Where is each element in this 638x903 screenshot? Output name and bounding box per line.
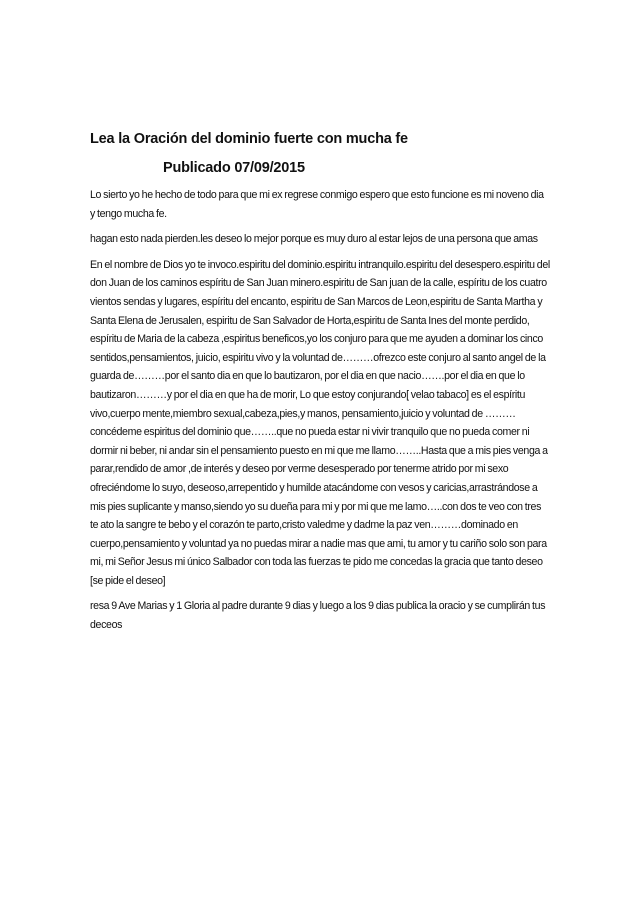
paragraph-advice: hagan esto nada pierden.les deseo lo mejor porque es muy duro al estar lejos de una persona que amas [90, 233, 538, 246]
publish-date: Publicado 07/09/2015 [163, 160, 305, 176]
document-title: Lea la Oración del dominio fuerte con mucha fe [90, 131, 408, 147]
paragraph-instructions: resa 9 Ave Marias y 1 Gloria al padre durante 9 dias y luego a los 9 dias publica la oracio y se cumplirán tus deceos [90, 600, 546, 632]
paragraph-intro: Lo sierto yo he hecho de todo para que mi ex regrese conmigo espero que esto funcione es mi noveno dia y tengo mucha fe. [90, 189, 544, 220]
document-body [90, 130, 550, 635]
paragraph-prayer: En el nombre de Dios yo te invoco.espiritu del dominio.espiritu intranquilo.espiritu del desespero.espiritu del don Juan de los caminos espíritu de San Juan minero.espiritu de San juan de la calle, espíritu de los cuatro vientos sendas y lugares, espíritu del encanto, espiritu de San Marcos de Leon,espiritu de Santa Martha y Santa Elena de Jerusalen, espiritu de San Salvador de Horta,espiritu de Santa Ines del monte perdido, espíritu de Maria de la cabeza ,espiritus beneficos,yo los conjuro para que me ayuden a dominar los cinco sentidos,pensamientos, juicio, espiritu vivo y la voluntad de………ofrezco este conjuro al santo angel de la guarda de………por el santo dia en que lo bautizaron, por el dia en que nacio…….por el dia en que lo bautizaron………y por el dia en que ha de morir, Lo que estoy conjurando[ velao tabaco] es el espíritu vivo,cuerpo mente,miembro sexual,cabeza,pies,y manos, pensamiento,juicio y voluntad de ………concédeme espiritus del dominio que……..que no pueda estar ni vivir tranquilo que no pueda comer ni dormir ni beber, ni andar sin el pensamiento puesto en mi que me llamo……..Hasta que a mis pies venga a parar,rendido de amor ,de interés y deseo por verme desesperado por tenerme atrido por mi sexo ofreciéndome lo suyo, deseoso,arrepentido y humilde atacándome con vesos y caricias,arrastrándose a mis pies suplicante y manso,siendo yo su dueña para mi y por mi que me lamo…..con dos te veo con tres te ato la sangre te bebo y el corazón te parto,cristo valedme y dadme la paz ven………dominado en cuerpo,pensamiento y voluntad ya no puedas mirar a nadie mas que ami, tu amor y tu cariño solo son para mi, mi Señor Jesus mi único Salbador con toda las fuerzas te pido me concedas la gracia que tanto deseo [se pide el deseo] [90, 258, 550, 587]
